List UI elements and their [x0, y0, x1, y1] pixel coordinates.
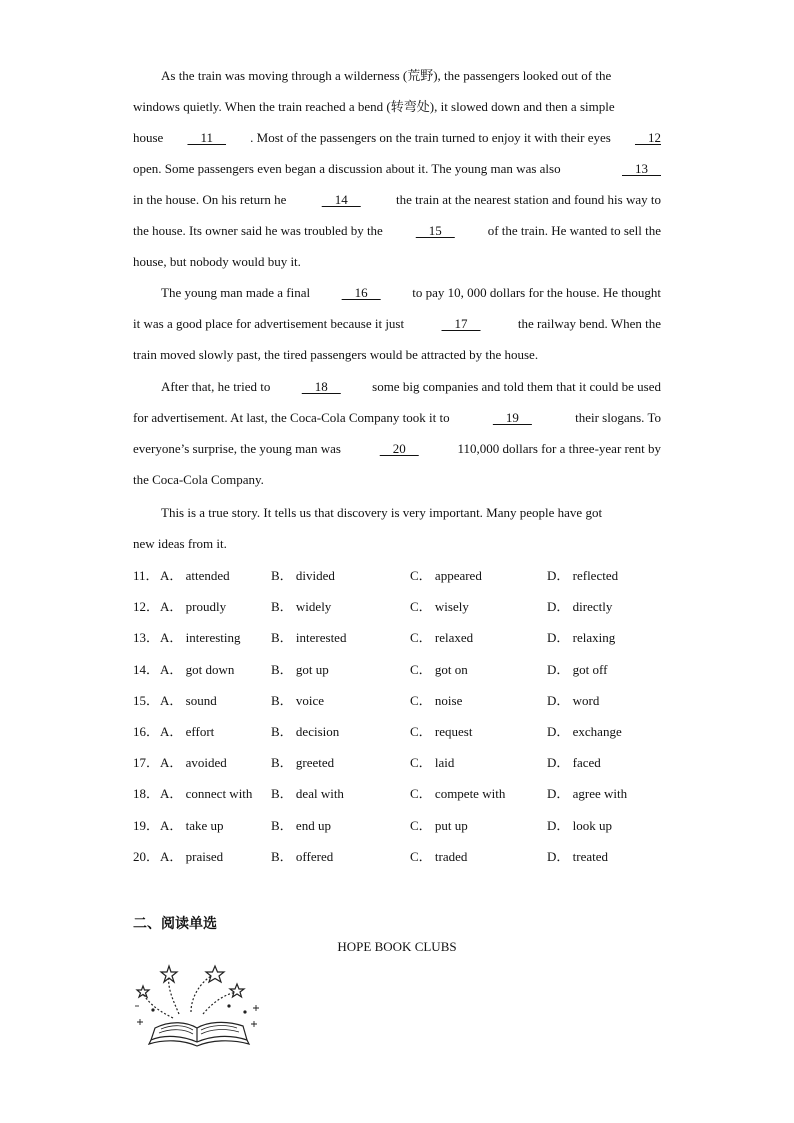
line-text: some big companies and told them that it could be used	[372, 379, 661, 394]
blank-12: 12	[634, 130, 661, 145]
question-number: 15．	[133, 692, 160, 708]
option-d: D． exchange	[547, 723, 622, 739]
blank-14: 14	[321, 192, 361, 207]
question-number: 19．	[133, 817, 160, 833]
line-text: for advertisement. At last, the Coca-Cola Company took it to	[133, 410, 450, 425]
text-line	[133, 528, 661, 559]
question-14-options	[133, 654, 673, 685]
line-text: everyone’s surprise, the young man was	[133, 441, 341, 456]
blank-15: 15	[415, 223, 455, 238]
option-a: A． avoided	[160, 755, 227, 771]
option-d: D． look up	[547, 817, 613, 833]
passage-title: HOPE BOOK CLUBS	[337, 939, 457, 954]
blank-18: 18	[301, 379, 341, 394]
line-text: The young man made a final	[161, 285, 311, 300]
open-book-with-stars-icon	[133, 962, 263, 1048]
option-a: A． attended	[160, 568, 230, 583]
line-text: After that, he tried to	[161, 379, 271, 394]
section-title: 二、阅读单选	[133, 916, 217, 932]
line-text: As the train was moving through a wilderness (荒野), the passengers looked out of the	[161, 68, 612, 83]
text-line	[133, 277, 661, 308]
line-text: in the house. On his return he	[133, 192, 287, 207]
question-number: 13．	[133, 630, 160, 646]
text-line	[133, 184, 661, 215]
option-d: D． treated	[547, 848, 609, 864]
question-19-options	[133, 810, 673, 841]
options-list	[133, 560, 673, 872]
text-line	[133, 215, 661, 246]
paragraph-3	[133, 371, 661, 495]
option-b: B． end up	[271, 817, 331, 833]
option-a: A． got down	[160, 661, 235, 677]
option-c: C． appeared	[410, 568, 482, 583]
question-number: 17．	[133, 755, 160, 771]
blank-11: 11	[187, 130, 227, 145]
option-c: C． relaxed	[410, 630, 474, 646]
question-number: 18．	[133, 786, 160, 802]
question-18-options	[133, 778, 673, 809]
text-line	[133, 464, 661, 495]
option-a: A． proudly	[160, 599, 227, 615]
option-b: B． voice	[271, 692, 325, 708]
paragraph-2	[133, 277, 661, 370]
text-line	[133, 339, 661, 370]
option-a: A． effort	[160, 723, 215, 739]
option-c: C． got on	[410, 661, 468, 677]
line-text: it was a good place for advertisement because it just	[133, 316, 405, 331]
blank-19: 19	[492, 410, 532, 425]
question-20-options	[133, 841, 673, 872]
line-text: of the train. He wanted to sell the	[487, 223, 661, 238]
text-line	[133, 402, 661, 433]
line-text: the railway bend. When the	[517, 316, 661, 331]
text-line	[133, 497, 661, 528]
question-15-options	[133, 685, 673, 716]
option-c: C． wisely	[410, 599, 469, 615]
option-d: D． directly	[547, 599, 613, 615]
option-d: D． got off	[547, 661, 608, 677]
line-text: windows quietly. When the train reached a bend (转弯处), it slowed down and then a simple	[133, 99, 615, 114]
line-text: the house. Its owner said he was troubled by the	[133, 223, 383, 238]
line-text: house	[133, 130, 164, 145]
option-c: C． laid	[410, 755, 455, 771]
option-c: C． traded	[410, 848, 468, 864]
line-text: house, but nobody would buy it.	[133, 254, 301, 269]
question-number: 20．	[133, 848, 160, 864]
line-text: their slogans. To	[575, 410, 661, 425]
text-line	[133, 122, 661, 153]
option-b: B． divided	[271, 568, 335, 583]
question-11-options	[133, 560, 673, 591]
question-number: 14．	[133, 661, 160, 677]
text-line	[133, 308, 661, 339]
blank-13: 13	[622, 161, 661, 176]
line-text: 110,000 dollars for a three-year rent by	[457, 441, 661, 456]
line-text: open. Some passengers even began a discussion about it. The young man was also	[133, 161, 561, 176]
paragraph-1	[133, 60, 661, 277]
question-16-options	[133, 716, 673, 747]
option-d: D． reflected	[547, 568, 619, 583]
option-a: A． praised	[160, 848, 224, 864]
paragraph-4	[133, 497, 661, 559]
option-b: B． widely	[271, 599, 332, 615]
text-line	[133, 153, 661, 184]
option-a: A． sound	[160, 692, 217, 708]
option-b: B． deal with	[271, 786, 344, 802]
blank-17: 17	[441, 316, 481, 331]
option-b: B． greeted	[271, 755, 335, 771]
option-d: D． agree with	[547, 786, 628, 802]
question-13-options	[133, 622, 673, 653]
option-a: A． connect with	[160, 786, 253, 802]
option-b: B． interested	[271, 630, 347, 646]
option-b: B． decision	[271, 723, 340, 739]
option-d: D． relaxing	[547, 630, 616, 646]
blank-16: 16	[341, 285, 381, 300]
text-line	[133, 91, 661, 122]
option-d: D． word	[547, 692, 600, 708]
text-line	[133, 60, 661, 91]
line-text: This is a true story. It tells us that discovery is very important. Many people have got	[161, 505, 603, 520]
line-text: new ideas from it.	[133, 536, 227, 551]
option-a: A． interesting	[160, 630, 241, 646]
question-12-options	[133, 591, 673, 622]
option-b: B． got up	[271, 661, 329, 677]
question-number: 12．	[133, 599, 160, 615]
text-line	[133, 246, 661, 277]
blank-20: 20	[379, 441, 419, 456]
option-c: C． request	[410, 723, 473, 739]
option-c: C． noise	[410, 692, 463, 708]
question-number: 16．	[133, 723, 160, 739]
question-17-options	[133, 747, 673, 778]
line-text: to pay 10, 000 dollars for the house. He thought	[412, 285, 661, 300]
line-text: train moved slowly past, the tired passengers would be attracted by the house.	[133, 347, 539, 362]
line-text: . Most of the passengers on the train turned to enjoy it with their eyes	[250, 130, 611, 145]
question-number: 11．	[133, 568, 159, 583]
line-text: the train at the nearest station and found his way to	[396, 192, 661, 207]
text-line	[133, 371, 661, 402]
option-b: B． offered	[271, 848, 334, 864]
text-line	[133, 433, 661, 464]
option-a: A． take up	[160, 817, 224, 833]
option-c: C． put up	[410, 817, 468, 833]
line-text: the Coca-Cola Company.	[133, 472, 264, 487]
option-c: C． compete with	[410, 786, 506, 802]
option-d: D． faced	[547, 755, 601, 771]
